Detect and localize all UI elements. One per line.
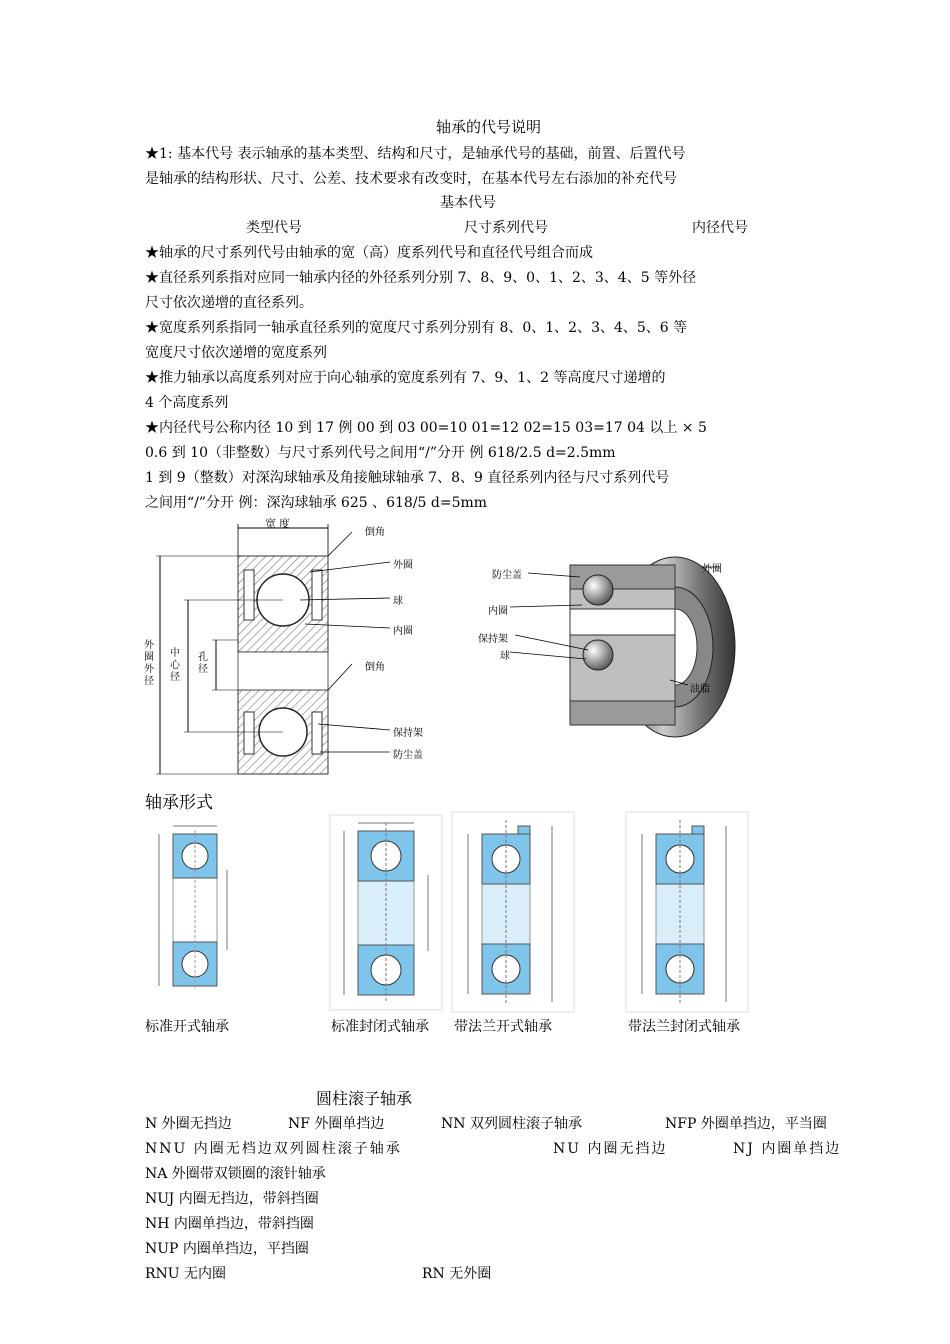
ball-label: 球 [500,651,510,662]
size-series-label: 尺寸系列代号 [464,220,548,236]
paragraph-line: 4 个高度系列 [145,395,229,411]
paragraph-line: 1 到 9（整数）对深沟球轴承及角接触球轴承 7、8、9 直径系列内径与尺寸系列代号 [145,470,670,486]
width-label: 宽度 [265,517,293,530]
paragraph-line: 宽度尺寸依次递增的宽度系列 [145,345,327,361]
ball-label: 球 [393,596,403,607]
dust-cover-label: 防尘盖 [492,570,522,581]
cage-label: 保持架 [393,728,423,739]
roller-type: RN 无外圈 [422,1266,492,1282]
bore-dia-label: 孔径 [198,652,208,675]
roller-type: NU 内圈无挡边 [553,1141,668,1157]
chamfer-label: 倒角 [365,527,385,538]
roller-type: NUP 内圈单挡边，平挡圈 [145,1241,309,1257]
bearing-form-flanged-open [452,812,574,1012]
roller-type: NN 双列圆柱滚子轴承 [441,1116,582,1132]
paragraph-line: ★轴承的尺寸系列代号由轴承的宽（高）度系列代号和直径代号组合而成 [145,245,593,261]
paragraph-line: 0.6 到 10（非整数）与尺寸系列代号之间用“/”分开 例 618/2.5 d=2.5mm [145,445,616,461]
roller-type: NFP 外圈单挡边，平当圈 [665,1116,827,1132]
roller-type: NH 内圈单挡边，带斜挡圈 [145,1216,314,1232]
cage-label: 保持架 [478,634,508,645]
roller-type: NNU 内圈无档边双列圆柱滚子轴承 [145,1141,402,1157]
paragraph-line: 尺寸依次递增的直径系列。 [145,295,313,311]
outer-ring-label: 外圈 [702,564,722,575]
outer-dia-label: 外圈外径 [144,640,154,687]
dust-cover-label: 防尘盖 [393,750,423,761]
paragraph-line: ★内径代号公称内径 10 到 17 例 00 到 03 00=10 01=12 02=15 03=17 04 以上 × 5 [145,420,707,436]
roller-type: NA 外圈带双锁圈的滚针轴承 [145,1166,326,1182]
intro-line-2: 是轴承的结构形状、尺寸、公差、技术要求有改变时，在基本代号左右添加的补充代号 [145,171,677,187]
roller-type: NF 外圈单挡边 [288,1116,385,1132]
grease-label: 油脂 [690,684,710,695]
bearing-cutaway-image [470,555,760,745]
chamfer-label: 倒角 [365,662,385,673]
bearing-form-flanged-sealed [626,812,748,1012]
roller-type: NJ 内圈单挡边 [733,1141,842,1157]
form-caption: 带法兰开式轴承 [454,1019,552,1035]
page-title: 轴承的代号说明 [436,118,542,136]
paragraph-line: ★宽度系列系指同一轴承直径系列的宽度尺寸系列分别有 8、0、1、2、3、4、5、6 等 [145,320,688,336]
paragraph-line: ★推力轴承以高度系列对应于向心轴承的宽度系列有 7、9、1、2 等高度尺寸递增的 [145,370,666,386]
form-caption: 标准封闭式轴承 [331,1019,429,1035]
center-dia-label: 中心径 [170,648,180,683]
roller-type: RNU 无内圈 [145,1266,227,1282]
form-caption: 带法兰封闭式轴承 [628,1019,740,1035]
form-caption: 标准开式轴承 [145,1019,229,1035]
bearing-form-open [145,820,235,1000]
inner-ring-label: 内圈 [393,626,413,637]
basic-code-heading: 基本代号 [440,195,496,211]
roller-heading: 圆柱滚子轴承 [316,1089,413,1108]
outer-ring-label: 外圈 [393,560,413,571]
roller-type: N 外圈无挡边 [145,1116,232,1132]
roller-type: NUJ 内圈无挡边，带斜挡圈 [145,1191,319,1207]
bore-code-label: 内径代号 [692,220,748,236]
inner-ring-label: 内圈 [488,606,508,617]
type-code-label: 类型代号 [246,220,302,236]
paragraph-line: 之间用“/”分开 例：深沟球轴承 625 、618/5 d=5mm [145,495,488,511]
forms-heading: 轴承形式 [145,793,213,813]
intro-line-1: ★1: 基本代号 表示轴承的基本类型、结构和尺寸，是轴承代号的基础，前置、后置代号 [145,146,686,162]
bearing-form-sealed [330,815,442,1010]
paragraph-line: ★直径系列系指对应同一轴承内径的外径系列分别 7、8、9、0、1、2、3、4、5 等外径 [145,270,697,286]
